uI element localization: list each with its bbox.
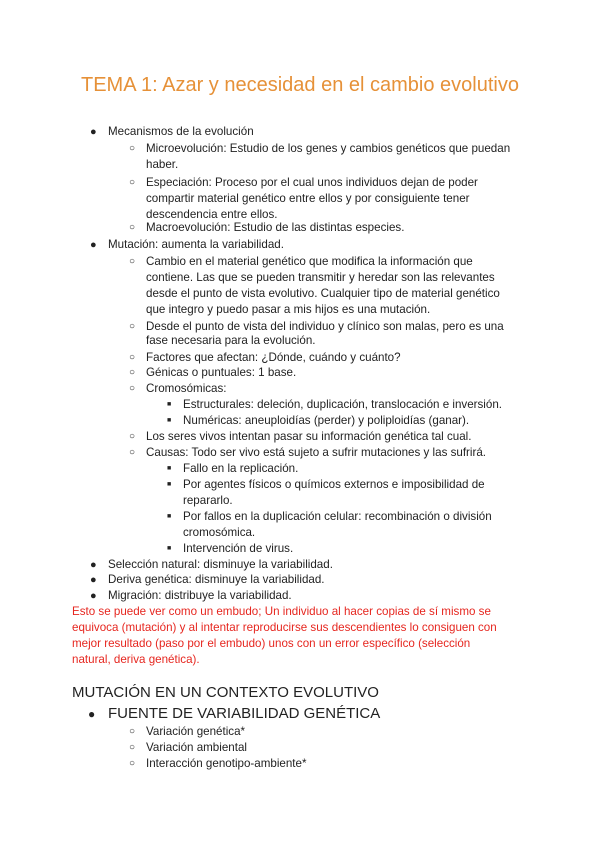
list-item-deriva: Deriva genética: disminuye la variabilidad. xyxy=(108,573,325,586)
circle-bullet-icon: ○ xyxy=(129,367,136,378)
text-line: Desde el punto de vista del individuo y clínico son malas, pero es una xyxy=(146,320,504,333)
square-bullet-icon: ■ xyxy=(167,465,172,472)
text-line: haber. xyxy=(146,158,179,171)
text-line: Por agentes físicos o químicos externos e imposibilidad de xyxy=(183,478,485,491)
text-line: contiene. Las que se pueden transmitir y heredar son las relevantes xyxy=(146,271,495,284)
text-line: repararlo. xyxy=(183,494,233,507)
text-line: Variación ambiental xyxy=(146,741,247,754)
circle-bullet-icon: ○ xyxy=(129,383,136,394)
text-line: fase necesaria para la evolución. xyxy=(146,334,316,347)
list-item-migracion: Migración: distribuye la variabilidad. xyxy=(108,589,292,602)
note-line: mejor resultado (paso por el embudo) unos con un error específico (selección xyxy=(72,637,471,650)
text-line: Los seres vivos intentan pasar su información genética tal cual. xyxy=(146,430,472,443)
note-line: natural, deriva genética). xyxy=(72,653,200,666)
text-line: Microevolución: Estudio de los genes y cambios genéticos que puedan xyxy=(146,142,511,155)
text-line: Fallo en la replicación. xyxy=(183,462,299,475)
text-line: desde el punto de vista evolutivo. Cualquier tipo de material genético xyxy=(146,287,500,300)
text-line: Cambio en el material genético que modifica la información que xyxy=(146,255,473,268)
square-bullet-icon: ■ xyxy=(167,513,172,520)
text-line: que integro y puedo pasar a mis hijos es una mutación. xyxy=(146,303,431,316)
note-line: equivoca (mutación) y al intentar reproducirse sus descendientes lo consiguen con xyxy=(72,621,497,634)
text-line: Génicas o puntuales: 1 base. xyxy=(146,366,297,379)
list-item-fuente: FUENTE DE VARIABILIDAD GENÉTICA xyxy=(108,705,381,722)
text-line: Estructurales: deleción, duplicación, translocación e inversión. xyxy=(183,398,502,411)
square-bullet-icon: ■ xyxy=(167,417,172,424)
text-line: Interacción genotipo-ambiente* xyxy=(146,757,307,770)
circle-bullet-icon: ○ xyxy=(129,143,136,154)
text-line: compartir material genético entre ellos y por consiguiente tener xyxy=(146,192,470,205)
text-line: Especiación: Proceso por el cual unos individuos dejan de poder xyxy=(146,176,478,189)
bullet-icon: ● xyxy=(88,707,96,721)
text-line: Variación genética* xyxy=(146,725,246,738)
page-title: TEMA 1: Azar y necesidad en el cambio evolutivo xyxy=(80,74,519,96)
square-bullet-icon: ■ xyxy=(167,545,172,552)
text-line: descendencia entre ellos. xyxy=(146,208,278,221)
bullet-icon: ● xyxy=(90,126,97,138)
text-line: Intervención de virus. xyxy=(183,542,294,555)
text-line: Cromosómicas: xyxy=(146,382,227,395)
list-item-mecanismos: Mecanismos de la evolución xyxy=(108,125,254,138)
list-item-seleccion: Selección natural: disminuye la variabilidad. xyxy=(108,558,333,571)
bullet-icon: ● xyxy=(90,590,97,602)
circle-bullet-icon: ○ xyxy=(129,758,136,769)
text-line: Por fallos en la duplicación celular: recombinación o división xyxy=(183,510,492,523)
text-line: Numéricas: aneuploidías (perder) y poliploidías (ganar). xyxy=(183,414,470,427)
section-heading: MUTACIÓN EN UN CONTEXTO EVOLUTIVO xyxy=(72,684,379,701)
note-line: Esto se puede ver como un embudo; Un individuo al hacer copias de sí mismo se xyxy=(72,605,491,618)
circle-bullet-icon: ○ xyxy=(129,177,136,188)
circle-bullet-icon: ○ xyxy=(129,742,136,753)
text-line: Causas: Todo ser vivo está sujeto a sufrir mutaciones y las sufrirá. xyxy=(146,446,487,459)
circle-bullet-icon: ○ xyxy=(129,256,136,267)
text-line: Macroevolución: Estudio de las distintas especies. xyxy=(146,221,405,234)
text-line: Factores que afectan: ¿Dónde, cuándo y cuánto? xyxy=(146,351,401,364)
circle-bullet-icon: ○ xyxy=(129,352,136,363)
bullet-icon: ● xyxy=(90,574,97,586)
circle-bullet-icon: ○ xyxy=(129,447,136,458)
square-bullet-icon: ■ xyxy=(167,401,172,408)
text-line: cromosómica. xyxy=(183,526,256,539)
circle-bullet-icon: ○ xyxy=(129,321,136,332)
circle-bullet-icon: ○ xyxy=(129,222,136,233)
bullet-icon: ● xyxy=(90,239,97,251)
list-item-mutacion: Mutación: aumenta la variabilidad. xyxy=(108,238,284,251)
square-bullet-icon: ■ xyxy=(167,481,172,488)
circle-bullet-icon: ○ xyxy=(129,726,136,737)
bullet-icon: ● xyxy=(90,559,97,571)
circle-bullet-icon: ○ xyxy=(129,431,136,442)
